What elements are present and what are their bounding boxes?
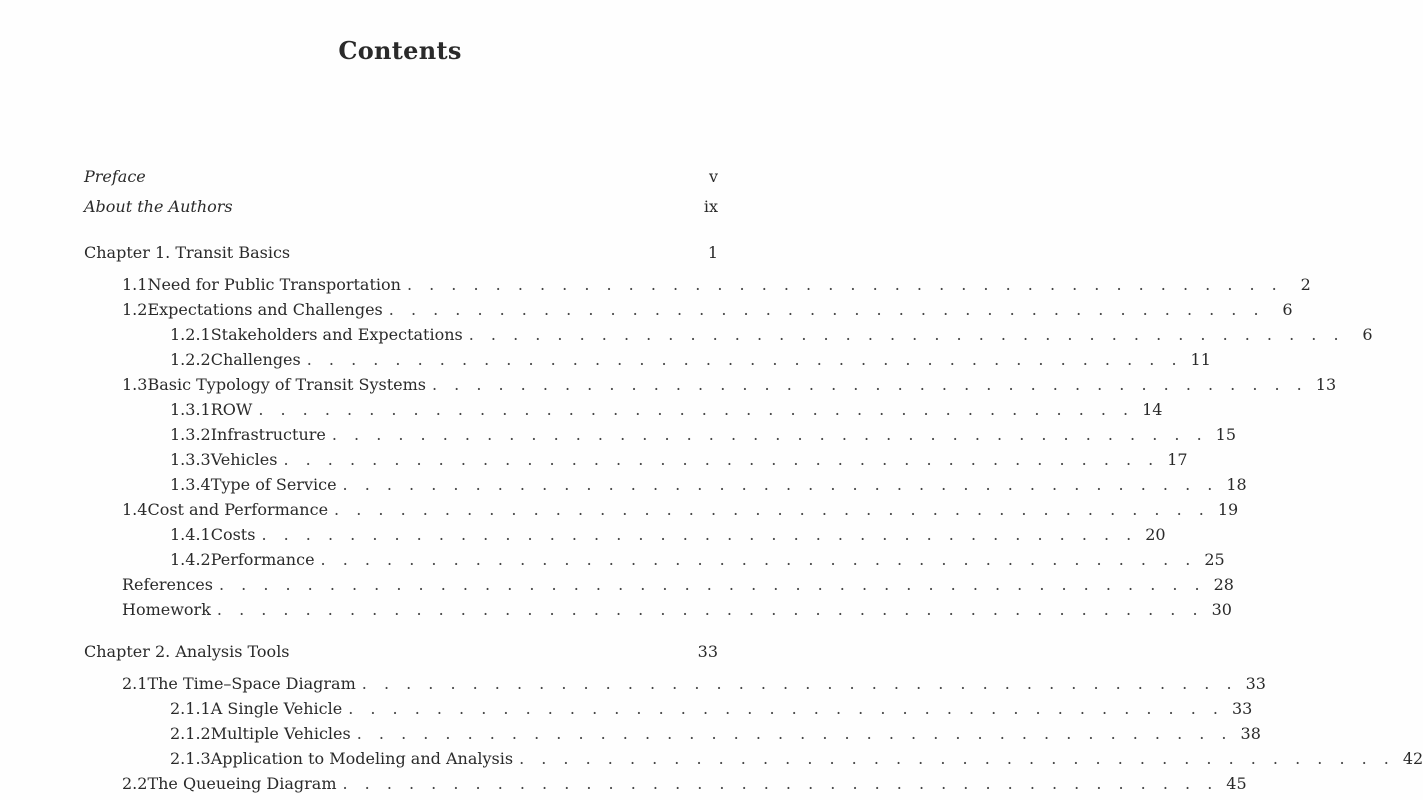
toc-section-page: 13 — [1315, 375, 1337, 394]
toc-section-homework[interactable] — [122, 599, 1232, 621]
toc-chapter-2[interactable] — [84, 641, 718, 663]
toc-chapter-page: 1 — [707, 243, 718, 262]
toc-section-page: 18 — [1226, 475, 1247, 494]
toc-entry-label: Preface — [84, 167, 146, 186]
toc-section-1-3[interactable] — [122, 374, 1337, 396]
toc-section-label: Homework — [122, 600, 211, 619]
toc-entry-page: v — [708, 167, 718, 186]
leader-dots: . . . . . . . . . . . . . . . . . . . . . . . . . . . . . . . . . . . . . . . . — [331, 425, 1208, 444]
toc-section-label: ROW — [210, 400, 253, 419]
toc-section-1-4-1[interactable] — [170, 524, 1166, 546]
toc-section-page: 2 — [1300, 275, 1311, 294]
toc-section-page: 33 — [1231, 699, 1253, 718]
toc-section-label: Expectations and Challenges — [147, 300, 383, 319]
toc-section-label: Vehicles — [210, 450, 278, 469]
toc-section-page: 6 — [1362, 325, 1373, 344]
toc-section-number: 1.4.2 — [170, 550, 211, 569]
toc-section-page: 33 — [1245, 674, 1266, 693]
toc-section-1-3-4[interactable] — [170, 474, 1247, 496]
leader-dots: . . . . . . . . . . . . . . . . . . . . . . . . . . . . . . . . . . . . . . . . — [283, 450, 1160, 469]
toc-section-page: 30 — [1211, 600, 1232, 619]
leader-dots: . . . . . . . . . . . . . . . . . . . . . . . . . . . . . . . . . . . . . . . . — [388, 300, 1265, 319]
toc-entry-preface[interactable] — [84, 166, 718, 188]
toc-section-page: 6 — [1282, 300, 1293, 319]
leader-dots: . . . . . . . . . . . . . . . . . . . . . . . . . . . . . . . . . . . . . . . . . . . . . — [216, 600, 1204, 619]
toc-section-1-3-3[interactable] — [170, 449, 1188, 471]
toc-section-1-1[interactable] — [122, 274, 1311, 296]
toc-section-number: 1.2 — [122, 300, 148, 319]
toc-section-number: 1.3.2 — [170, 425, 211, 444]
toc-section-label: Performance — [210, 550, 315, 569]
toc-section-2-1-3[interactable] — [170, 748, 1423, 770]
toc-section-label: Type of Service — [210, 475, 337, 494]
toc-section-number: 1.3.1 — [170, 400, 211, 419]
toc-section-number: 2.2 — [122, 774, 148, 793]
leader-dots: . . . . . . . . . . . . . . . . . . . . . . . . . . . . . . . . . . . . . . . . — [320, 550, 1197, 569]
toc-chapter-label: Chapter 1. Transit Basics — [84, 243, 291, 262]
toc-section-number: 1.3.3 — [170, 450, 211, 469]
toc-chapter-page: 33 — [697, 642, 718, 661]
toc-section-2-1-1[interactable] — [170, 698, 1253, 720]
leader-dots: . . . . . . . . . . . . . . . . . . . . . . . . . . . . . . . . . . . . . . . . — [342, 774, 1219, 793]
toc-section-number: 1.4.1 — [170, 525, 211, 544]
toc-section-number: 1.3 — [122, 375, 148, 394]
toc-section-1-4-2[interactable] — [170, 549, 1225, 571]
toc-section-1-2-2[interactable] — [170, 349, 1211, 371]
leader-dots: . . . . . . . . . . . . . . . . . . . . . . . . . . . . . . . . . . . . . . . . — [348, 699, 1224, 718]
toc-chapter-1[interactable] — [84, 242, 718, 264]
toc-entry-about-authors[interactable] — [84, 196, 718, 218]
toc-section-label: The Queueing Diagram — [147, 774, 337, 793]
toc-chapter-label: Chapter 2. Analysis Tools — [84, 642, 290, 661]
toc-section-1-4[interactable] — [122, 499, 1239, 521]
toc-section-label: Infrastructure — [210, 425, 326, 444]
toc-section-label: A Single Vehicle — [210, 699, 343, 718]
toc-section-page: 11 — [1190, 350, 1211, 369]
toc-section-1-3-2[interactable] — [170, 424, 1237, 446]
leader-dots: . . . . . . . . . . . . . . . . . . . . . . . . . . . . . . . . . . . . . . . . — [258, 400, 1135, 419]
toc-section-page: 28 — [1213, 575, 1234, 594]
toc-section-label: Application to Modeling and Analysis — [210, 749, 514, 768]
toc-section-label: The Time–Space Diagram — [147, 674, 356, 693]
leader-dots: . . . . . . . . . . . . . . . . . . . . . . . . . . . . . . . . . . . . . . . . — [468, 325, 1345, 344]
leader-dots: . . . . . . . . . . . . . . . . . . . . . . . . . . . . . . . . . . . . . . . . — [356, 724, 1233, 743]
leader-dots: . . . . . . . . . . . . . . . . . . . . . . . . . . . . . . . . . . . . . . . . — [431, 375, 1308, 394]
leader-dots: . . . . . . . . . . . . . . . . . . . . . . . . . . . . . . . . . . . . . . . . — [306, 350, 1183, 369]
toc-section-2-1[interactable] — [122, 673, 1266, 695]
toc-section-number: 1.4 — [122, 500, 148, 519]
toc-section-number: 2.1.2 — [170, 724, 211, 743]
toc-section-number: 2.1.1 — [170, 699, 211, 718]
toc-entry-label: About the Authors — [84, 197, 233, 216]
leader-dots: . . . . . . . . . . . . . . . . . . . . . . . . . . . . . . . . . . . . . . . . — [342, 475, 1219, 494]
leader-dots: . . . . . . . . . . . . . . . . . . . . . . . . . . . . . . . . . . . . . . . . — [334, 500, 1210, 519]
leader-dots: . . . . . . . . . . . . . . . . . . . . . . . . . . . . . . . . . . . . . . . . — [519, 749, 1395, 768]
toc-section-label: Multiple Vehicles — [210, 724, 351, 743]
toc-section-number: 1.3.4 — [170, 475, 211, 494]
toc-section-page: 19 — [1217, 500, 1239, 519]
page-title: Contents — [338, 36, 462, 65]
toc-section-1-2[interactable] — [122, 299, 1293, 321]
leader-dots: . . . . . . . . . . . . . . . . . . . . . . . . . . . . . . . . . . . . . . . . . . . . . — [218, 575, 1206, 594]
toc-section-label: Basic Typology of Transit Systems — [147, 375, 426, 394]
toc-section-1-3-1[interactable] — [170, 399, 1163, 421]
toc-section-page: 15 — [1215, 425, 1237, 444]
toc-section-label: Challenges — [210, 350, 301, 369]
toc-entry-page: ix — [703, 197, 718, 216]
toc-section-page: 38 — [1240, 724, 1261, 743]
leader-dots: . . . . . . . . . . . . . . . . . . . . . . . . . . . . . . . . . . . . . . . . — [361, 674, 1238, 693]
toc-section-number: 1.2.1 — [170, 325, 211, 344]
toc-section-2-1-2[interactable] — [170, 723, 1261, 745]
toc-section-page: 17 — [1167, 450, 1188, 469]
toc-section-number: 1.2.2 — [170, 350, 211, 369]
toc-section-label: Stakeholders and Expectations — [210, 325, 463, 344]
toc-section-references[interactable] — [122, 574, 1234, 596]
toc-section-label: Cost and Performance — [147, 500, 329, 519]
toc-section-number: 2.1 — [122, 674, 148, 693]
toc-section-2-2[interactable] — [122, 773, 1247, 795]
toc-section-page: 45 — [1226, 774, 1247, 793]
toc-section-page: 25 — [1204, 550, 1225, 569]
toc-section-1-2-1[interactable] — [170, 324, 1373, 346]
toc-section-page: 14 — [1142, 400, 1163, 419]
toc-section-page: 20 — [1145, 525, 1166, 544]
toc-section-label: References — [122, 575, 213, 594]
leader-dots: . . . . . . . . . . . . . . . . . . . . . . . . . . . . . . . . . . . . . . . . — [261, 525, 1138, 544]
toc-section-label: Costs — [210, 525, 256, 544]
toc-section-page: 42 — [1402, 749, 1423, 768]
toc-section-label: Need for Public Transportation — [147, 275, 401, 294]
toc-section-number: 2.1.3 — [170, 749, 211, 768]
toc-section-number: 1.1 — [122, 275, 148, 294]
leader-dots: . . . . . . . . . . . . . . . . . . . . . . . . . . . . . . . . . . . . . . . . — [406, 275, 1283, 294]
